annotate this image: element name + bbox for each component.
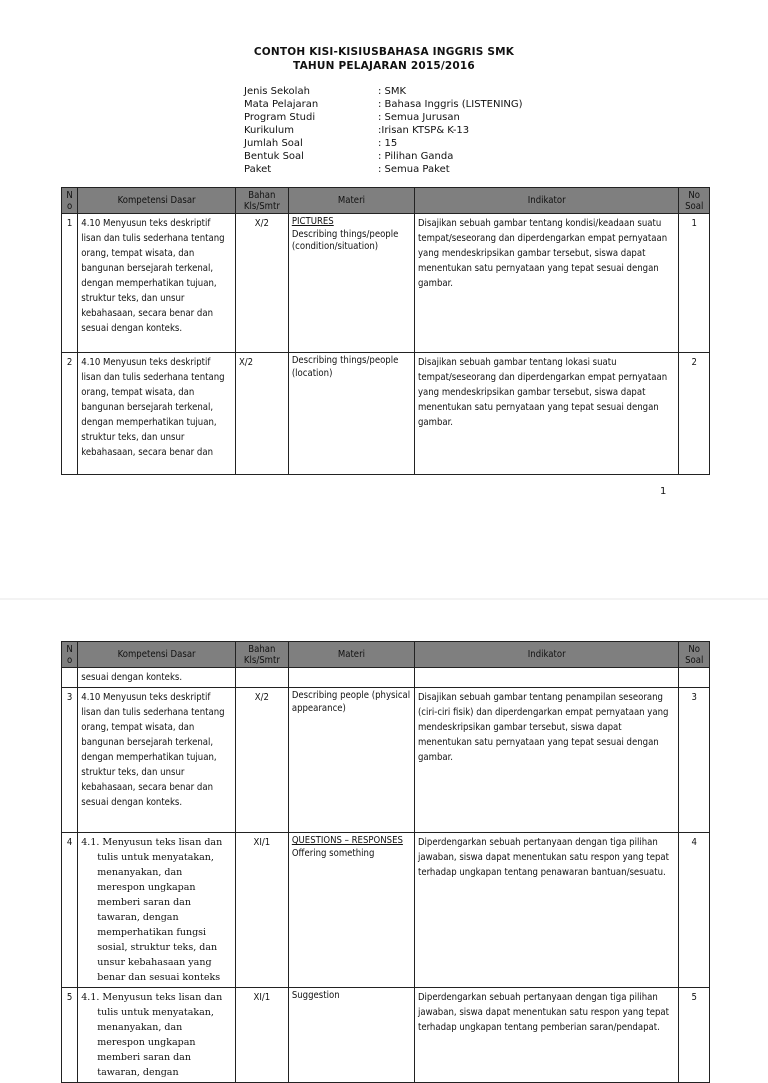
header-no: N o [62, 188, 78, 214]
meta-label: Jenis Sekolah [244, 86, 310, 97]
page-2 [0, 600, 768, 1078]
row-no: 5 [62, 988, 78, 1083]
header-no-soal: No Soal [679, 642, 710, 668]
row-indikator: Diperdengarkan sebuah pertanyaan dengan tiga pilihan jawaban, siswa dapat menentukan satu respon yang tepat terhadap ungkapan tentang pemberian saran/pendapat. [414, 988, 678, 1083]
meta-label: Program Studi [244, 112, 316, 123]
meta-row [244, 85, 523, 98]
header-bahan: Bahan Kls/Smtr [235, 188, 288, 214]
kd-text: 4.1. Menyusun teks lisan dan tulis untuk menyatakan, menanyakan, dan merespon ungkapan memberi saran dan tawaran, dengan [81, 992, 223, 1078]
meta-label: Kurikulum [244, 125, 294, 136]
row-indikator: Disajikan sebuah gambar tentang kondisi/keadaan suatu tempat/seseorang dan diperdengarkan empat pernyataan yang mendeskripsikan gambar tersebut, siswa dapat menentukan satu pernyataan yang tepat sesuai dengan gambar. [414, 214, 678, 353]
meta-value: :Irisan KTSP& K-13 [378, 125, 470, 136]
row-bahan: XI/1 [235, 833, 288, 988]
table-row [62, 833, 710, 988]
page-number: 1 [660, 486, 667, 497]
row-indikator: Disajikan sebuah gambar tentang penampilan seseorang (ciri-ciri fisik) dan diperdengarkan empat pernyataan yang mendeskripsikan gambar tersebut, siswa dapat menentukan satu pernyataan yang tepat sesuai dengan gambar. [414, 688, 678, 833]
meta-value: : SMK [378, 86, 407, 97]
meta-value: : 15 [378, 138, 398, 149]
empty-cell [62, 668, 78, 688]
row-no-soal: 2 [679, 353, 710, 475]
header-kompetensi-dasar: Kompetensi Dasar [78, 642, 236, 668]
header-no: N o [62, 642, 78, 668]
header-indikator: Indikator [414, 188, 678, 214]
header-no-soal: No Soal [679, 188, 710, 214]
table-header-row [62, 188, 710, 214]
meta-value: : Semua Jurusan [378, 112, 460, 123]
row-no-soal: 1 [679, 214, 710, 353]
meta-value: : Semua Paket [378, 164, 450, 175]
row-materi: Describing people (physical appearance) [288, 688, 414, 833]
meta-value: : Bahasa Inggris (LISTENING) [378, 99, 523, 110]
row-kompetensi-dasar: sesuai dengan konteks. [78, 668, 236, 688]
table-row [62, 214, 710, 353]
meta-label: Paket [244, 164, 272, 175]
document-meta [244, 85, 523, 176]
meta-label: Mata Pelajaran [244, 99, 319, 110]
meta-label: Bentuk Soal [244, 151, 304, 162]
kd-text: 4.1. Menyusun teks lisan dan tulis untuk menyatakan, menanyakan, dan merespon ungkapan memberi saran dan tawaran, dengan memperhatikan fungsi sosial, struktur teks, dan unsur kebahasaan yang benar dan sesuai konteks [81, 837, 223, 983]
materi-heading: QUESTIONS – RESPONSES [291, 835, 403, 846]
empty-cell [679, 668, 710, 688]
row-materi [288, 833, 414, 988]
row-no-soal: 5 [679, 988, 710, 1083]
meta-label: Jumlah Soal [244, 138, 303, 149]
row-kompetensi-dasar: 4.10 Menyusun teks deskriptif lisan dan tulis sederhana tentang orang, tempat wisata, dan bangunan bersejarah terkenal, dengan memperhatikan tujuan, struktur teks, dan unsur kebahasaan, secara benar dan [78, 353, 236, 475]
row-bahan: X/2 [235, 214, 288, 353]
row-no: 4 [62, 833, 78, 988]
table-header-row [62, 642, 710, 668]
header-bahan: Bahan Kls/Smtr [235, 642, 288, 668]
row-no: 1 [62, 214, 78, 353]
header-indikator: Indikator [414, 642, 678, 668]
row-materi [288, 214, 414, 353]
row-bahan: X/2 [235, 353, 288, 475]
row-kompetensi-dasar: 4.10 Menyusun teks deskriptif lisan dan tulis sederhana tentang orang, tempat wisata, dan bangunan bersejarah terkenal, dengan memperhatikan tujuan, struktur teks, dan unsur kebahasaan, secara benar dan sesuai dengan konteks. [78, 688, 236, 833]
row-no: 3 [62, 688, 78, 833]
meta-row [244, 98, 523, 111]
empty-cell [288, 668, 414, 688]
meta-row [244, 163, 523, 176]
row-bahan: XI/1 [235, 988, 288, 1083]
empty-cell [235, 668, 288, 688]
kisi-kisi-table-continued [61, 641, 710, 1083]
meta-row [244, 124, 523, 137]
meta-value: : Pilihan Ganda [378, 151, 454, 162]
row-indikator: Diperdengarkan sebuah pertanyaan dengan tiga pilihan jawaban, siswa dapat menentukan satu respon yang tepat terhadap ungkapan tentang penawaran bantuan/sesuatu. [414, 833, 678, 988]
header-materi: Materi [288, 188, 414, 214]
table-row-continuation [62, 668, 710, 688]
document-subtitle: TAHUN PELAJARAN 2015/2016 [293, 60, 475, 72]
row-no-soal: 4 [679, 833, 710, 988]
materi-heading: PICTURES [291, 216, 334, 227]
row-no-soal: 3 [679, 688, 710, 833]
table-row [62, 353, 710, 475]
row-materi: Describing things/people (location) [288, 353, 414, 475]
materi-text: Offering something [291, 847, 375, 859]
row-no: 2 [62, 353, 78, 475]
document-title: CONTOH KISI-KISIUSBAHASA INGGRIS SMK [253, 46, 515, 58]
row-indikator: Disajikan sebuah gambar tentang lokasi suatu tempat/seseorang dan diperdengarkan empat pernyataan yang mendeskripsikan gambar tersebut, siswa dapat menentukan satu pernyataan yang tepat sesuai dengan gambar. [414, 353, 678, 475]
header-kompetensi-dasar: Kompetensi Dasar [78, 188, 236, 214]
row-kompetensi-dasar [78, 833, 236, 988]
row-kompetensi-dasar: 4.10 Menyusun teks deskriptif lisan dan tulis sederhana tentang orang, tempat wisata, dan bangunan bersejarah terkenal, dengan memperhatikan tujuan, struktur teks, dan unsur kebahasaan, secara benar dan sesuai dengan konteks. [78, 214, 236, 353]
empty-cell [414, 668, 678, 688]
table-row [62, 988, 710, 1083]
header-materi: Materi [288, 642, 414, 668]
row-bahan: X/2 [235, 688, 288, 833]
row-kompetensi-dasar [78, 988, 236, 1083]
meta-row [244, 150, 523, 163]
kisi-kisi-table [61, 187, 710, 475]
meta-row [244, 137, 523, 150]
row-materi: Suggestion [288, 988, 414, 1083]
meta-row [244, 111, 523, 124]
table-row [62, 688, 710, 833]
materi-text: Describing things/people (condition/situation) [291, 228, 399, 252]
